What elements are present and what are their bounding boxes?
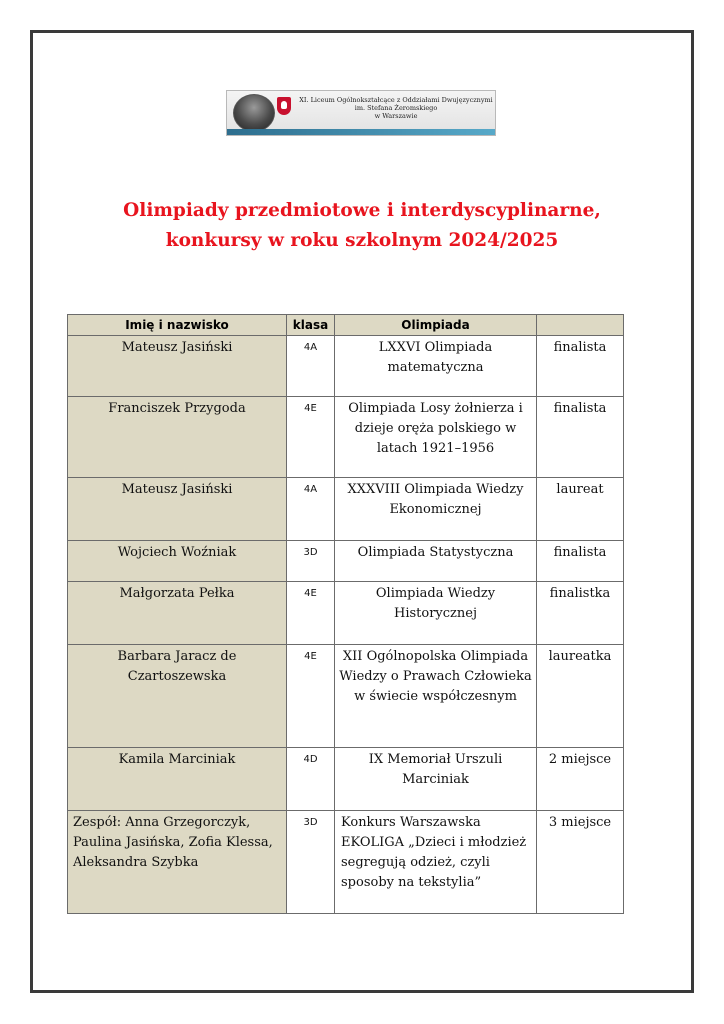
cell-class: 3D: [287, 811, 335, 914]
cell-result: finalistka: [537, 582, 624, 645]
cell-name: Zespół: Anna Grzegorczyk, Paulina Jasińska, Zofia Klessa, Aleksandra Szybka: [68, 811, 287, 914]
patron-portrait-icon: [233, 94, 275, 132]
banner-text: [297, 96, 495, 120]
cell-result: finalista: [537, 397, 624, 478]
school-banner: [226, 90, 496, 136]
results-table: [67, 314, 624, 914]
cell-name: Wojciech Woźniak: [68, 541, 287, 582]
table-row: [68, 336, 624, 397]
header-class: klasa: [287, 315, 335, 336]
cell-olympiad: Olimpiada Statystyczna: [335, 541, 537, 582]
cell-olympiad: Olimpiada Wiedzy Historycznej: [335, 582, 537, 645]
table-row: [68, 811, 624, 914]
header-olympiad: Olimpiada: [335, 315, 537, 336]
cell-olympiad: Olimpiada Losy żołnierza i dzieje oręża polskiego w latach 1921–1956: [335, 397, 537, 478]
table-row: [68, 397, 624, 478]
banner-line-1: XI. Liceum Ogólnokształcące z Oddziałami Dwujęzycznymi: [299, 96, 493, 104]
cell-result: laureat: [537, 478, 624, 541]
cell-class: 4A: [287, 336, 335, 397]
polish-eagle-emblem-icon: [277, 97, 291, 115]
page-title: [60, 196, 664, 256]
banner-stripe: [227, 129, 495, 135]
cell-olympiad: Konkurs Warszawska EKOLIGA „Dzieci i młodzież segregują odzież, czyli sposoby na tekstylia”: [335, 811, 537, 914]
cell-class: 4E: [287, 397, 335, 478]
table-row: [68, 582, 624, 645]
banner-line-2: im. Stefana Żeromskiego: [354, 104, 438, 112]
cell-class: 3D: [287, 541, 335, 582]
cell-class: 4E: [287, 645, 335, 748]
table-row: [68, 748, 624, 811]
cell-name: Franciszek Przygoda: [68, 397, 287, 478]
table-row: [68, 478, 624, 541]
cell-class: 4E: [287, 582, 335, 645]
title-line-2: konkursy w roku szkolnym 2024/2025: [165, 230, 559, 251]
cell-name: Małgorzata Pełka: [68, 582, 287, 645]
cell-name: Mateusz Jasiński: [68, 478, 287, 541]
cell-name: Barbara Jaracz de Czartoszewska: [68, 645, 287, 748]
banner-line-3: w Warszawie: [374, 112, 418, 120]
cell-result: finalista: [537, 336, 624, 397]
cell-class: 4D: [287, 748, 335, 811]
cell-result: laureatka: [537, 645, 624, 748]
table-row: [68, 541, 624, 582]
cell-olympiad: IX Memoriał Urszuli Marciniak: [335, 748, 537, 811]
header-result: [537, 315, 624, 336]
table-row: [68, 645, 624, 748]
cell-name: Mateusz Jasiński: [68, 336, 287, 397]
cell-olympiad: XII Ogólnopolska Olimpiada Wiedzy o Prawach Człowieka w świecie współczesnym: [335, 645, 537, 748]
cell-class: 4A: [287, 478, 335, 541]
cell-name: Kamila Marciniak: [68, 748, 287, 811]
cell-result: 3 miejsce: [537, 811, 624, 914]
cell-olympiad: XXXVIII Olimpiada Wiedzy Ekonomicznej: [335, 478, 537, 541]
cell-result: 2 miejsce: [537, 748, 624, 811]
header-name: Imię i nazwisko: [68, 315, 287, 336]
cell-olympiad: LXXVI Olimpiada matematyczna: [335, 336, 537, 397]
title-line-1: Olimpiady przedmiotowe i interdyscyplinarne,: [123, 200, 601, 221]
table-header-row: [68, 315, 624, 336]
cell-result: finalista: [537, 541, 624, 582]
